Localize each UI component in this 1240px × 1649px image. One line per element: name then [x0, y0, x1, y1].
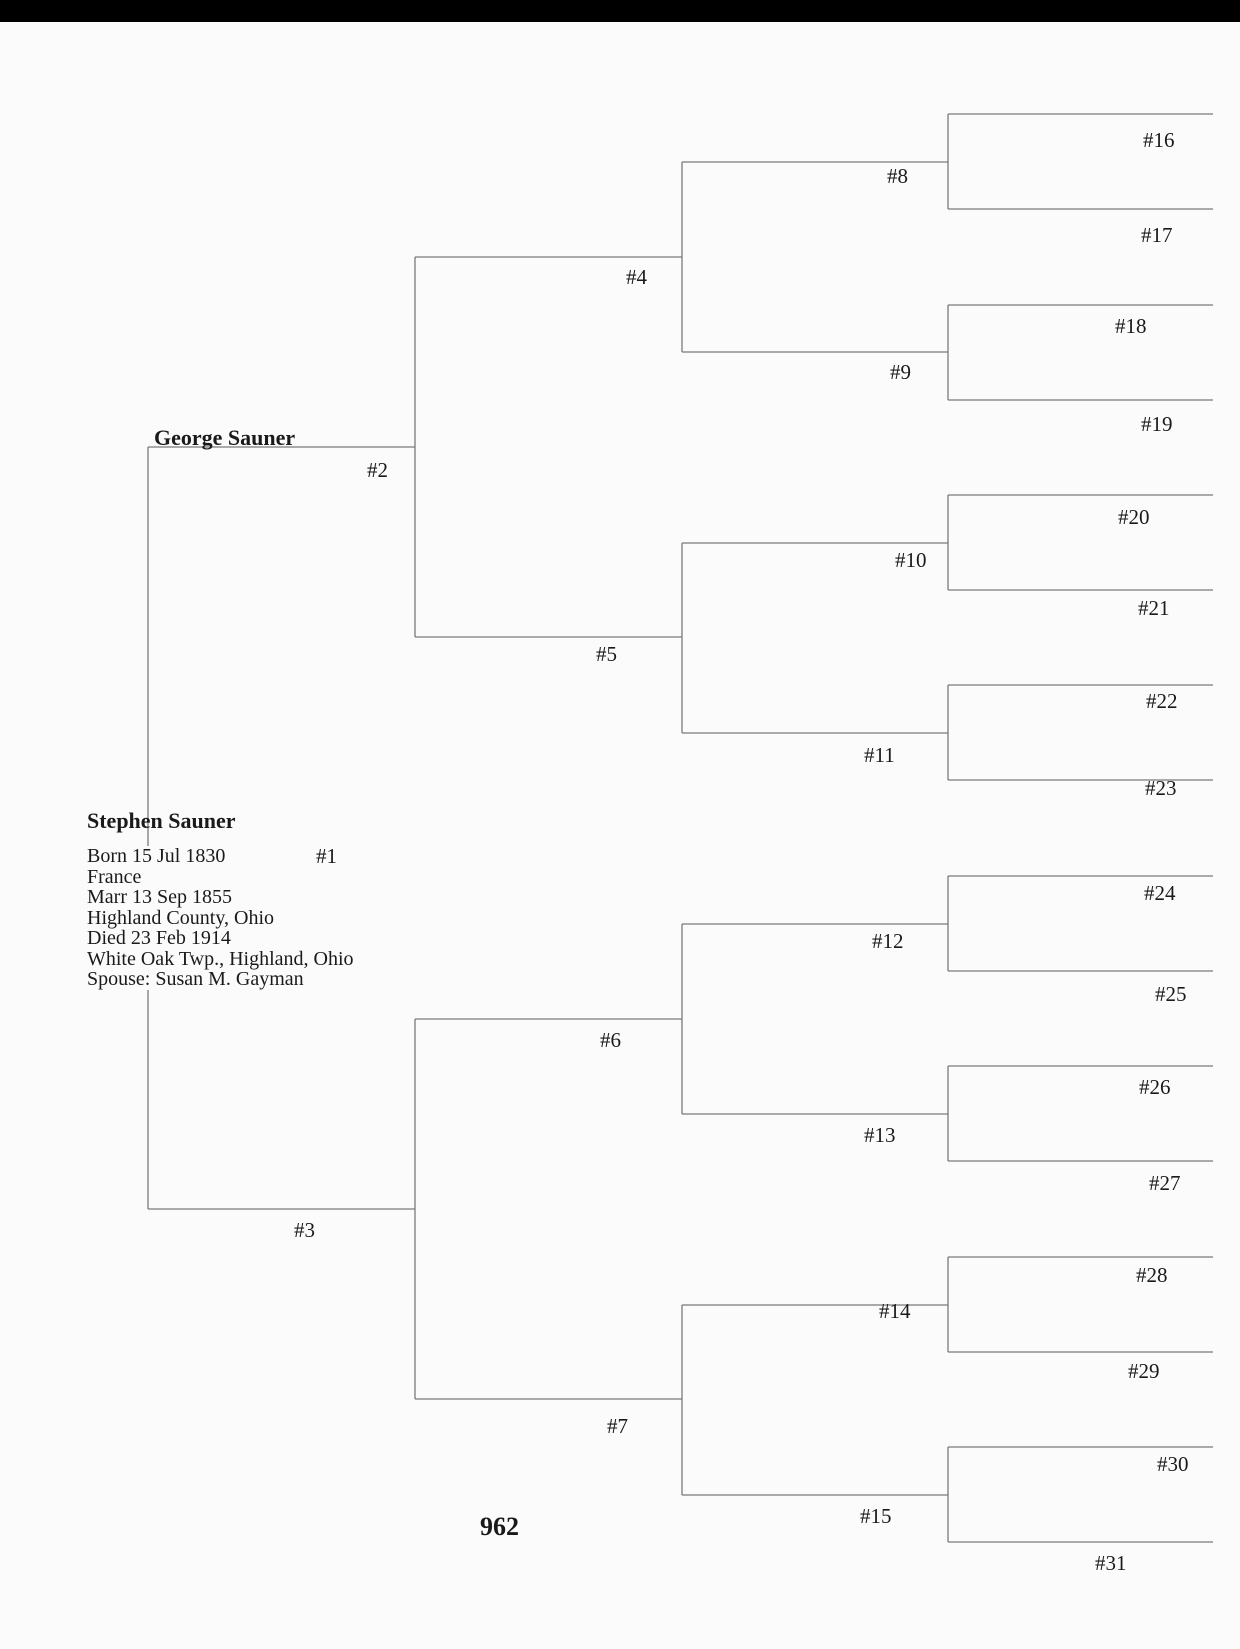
person-1-marriage-place: Highland County, Ohio — [87, 906, 275, 929]
number-28: #28 — [1136, 1263, 1168, 1287]
number-1: #1 — [316, 844, 337, 868]
number-27: #27 — [1149, 1171, 1181, 1195]
number-15: #15 — [860, 1504, 892, 1528]
number-12: #12 — [872, 929, 904, 953]
number-4: #4 — [626, 265, 647, 289]
number-22: #22 — [1146, 689, 1178, 713]
number-8: #8 — [887, 164, 908, 188]
number-30: #30 — [1157, 1452, 1189, 1476]
person-1-born-date: Born 15 Jul 1830 — [87, 845, 226, 867]
person-1-death-date: Died 23 Feb 1914 — [87, 927, 231, 949]
person-1-born-place: France — [87, 865, 142, 888]
number-24: #24 — [1144, 881, 1176, 905]
number-26: #26 — [1139, 1075, 1171, 1099]
number-23: #23 — [1145, 776, 1177, 800]
number-29: #29 — [1128, 1359, 1160, 1383]
number-25: #25 — [1155, 982, 1187, 1006]
number-19: #19 — [1141, 412, 1173, 436]
person-1-spouse: Spouse: Susan M. Gayman — [87, 968, 304, 990]
number-17: #17 — [1141, 223, 1173, 247]
number-31: #31 — [1095, 1551, 1127, 1575]
person-1-name: Stephen Sauner — [87, 808, 236, 833]
number-11: #11 — [864, 743, 895, 767]
number-9: #9 — [890, 360, 911, 384]
number-21: #21 — [1138, 596, 1170, 620]
number-20: #20 — [1118, 505, 1150, 529]
number-6: #6 — [600, 1028, 621, 1052]
number-18: #18 — [1115, 314, 1147, 338]
number-5: #5 — [596, 642, 617, 666]
person-2-name: George Sauner — [154, 425, 296, 450]
person-1-death-place: White Oak Twp., Highland, Ohio — [87, 947, 354, 970]
number-16: #16 — [1143, 128, 1175, 152]
number-7: #7 — [607, 1414, 628, 1438]
page-number: 962 — [480, 1512, 519, 1541]
person-1-marriage-date: Marr 13 Sep 1855 — [87, 886, 232, 908]
number-2: #2 — [367, 458, 388, 482]
number-3: #3 — [294, 1218, 315, 1242]
number-14: #14 — [879, 1299, 911, 1323]
number-10: #10 — [895, 548, 927, 572]
number-13: #13 — [864, 1123, 896, 1147]
